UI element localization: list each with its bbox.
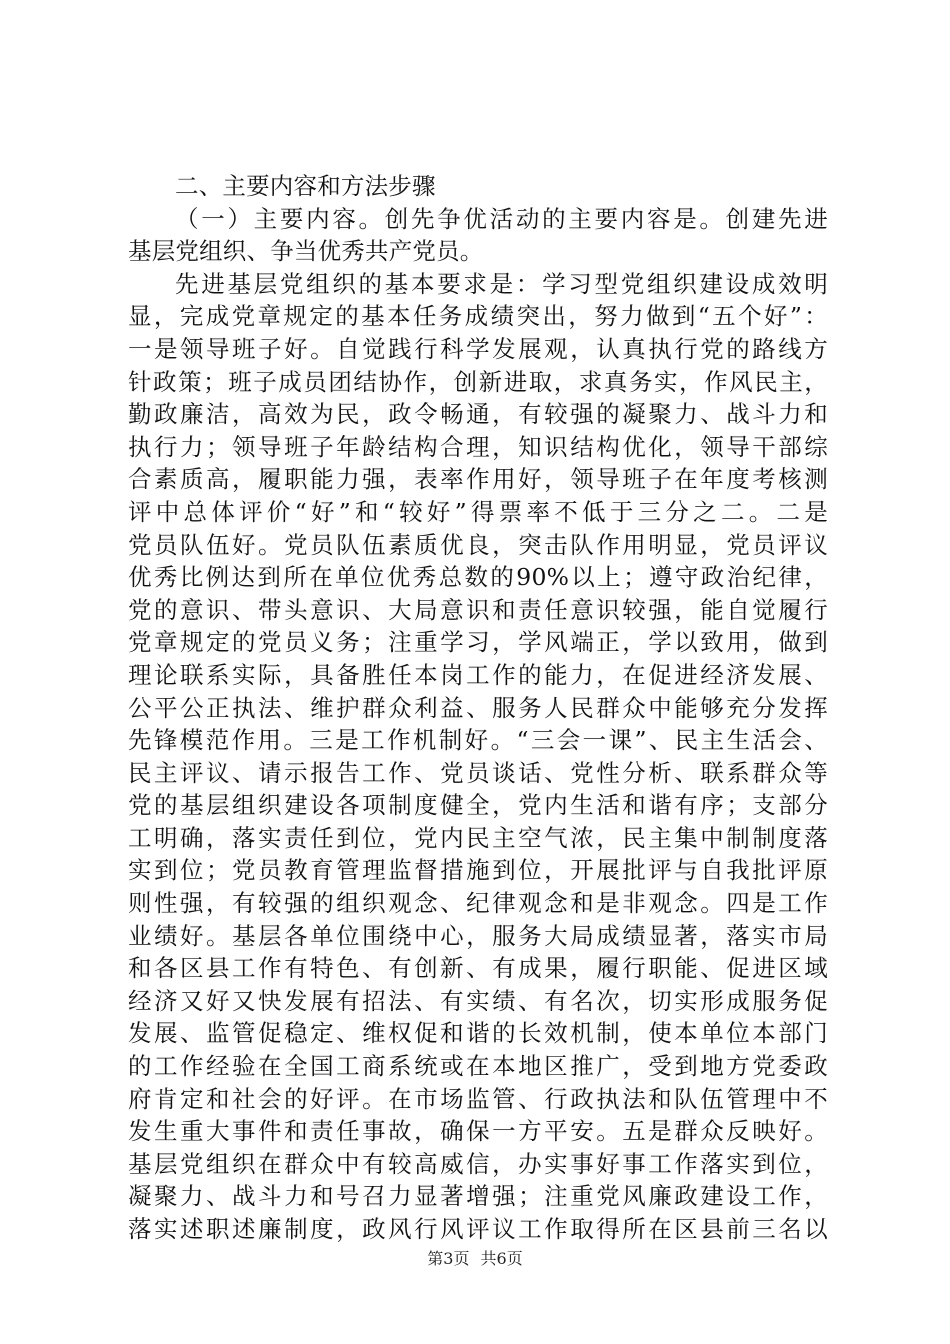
paragraph-line: 公平公正执法、维护群众利益、服务人民群众中能够充分发挥 [128, 693, 828, 722]
paragraph-line: 党的基层组织建设各项制度健全，党内生活和谐有序；支部分 [128, 791, 828, 820]
section-heading: 二、主要内容和方法步骤 [175, 172, 436, 200]
page-number: 第3页 [427, 1249, 470, 1268]
paragraph-line: 执行力；领导班子年龄结构合理，知识结构优化，领导干部综 [128, 432, 828, 461]
paragraph-line: 府肯定和社会的好评。在市场监管、行政执法和队伍管理中不 [128, 1084, 828, 1113]
paragraph-line: 勤政廉洁，高效为民，政令畅通，有较强的凝聚力、战斗力和 [128, 400, 828, 429]
paragraph-line: 党的意识、带头意识、大局意识和责任意识较强，能自觉履行 [128, 595, 828, 624]
paragraph-line: 先进基层党组织的基本要求是：学习型党组织建设成效明 [175, 269, 828, 298]
paragraph-line: 理论联系实际，具备胜任本岗工作的能力，在促进经济发展、 [128, 660, 828, 689]
paragraph-line: 工明确，落实责任到位，党内民主空气浓，民主集中制制度落 [128, 823, 828, 852]
paragraph-line: 的工作经验在全国工商系统或在本地区推广，受到地方党委政 [128, 1052, 828, 1081]
paragraph-line: 合素质高，履职能力强，表率作用好，领导班子在年度考核测 [128, 465, 828, 494]
paragraph-line: 凝聚力、战斗力和号召力显著增强；注重党风廉政建设工作， [128, 1182, 828, 1211]
paragraph-line: 先锋模范作用。三是工作机制好。“三会一课”、民主生活会、 [128, 726, 828, 755]
paragraph-line: 发展、监管促稳定、维权促和谐的长效机制，使本单位本部门 [128, 1019, 828, 1048]
paragraph-line: 则性强，有较强的组织观念、纪律观念和是非观念。四是工作 [128, 889, 828, 918]
paragraph-line: 党章规定的党员义务；注重学习，学风端正，学以致用，做到 [128, 628, 828, 657]
paragraph-line: 基层党组织、争当优秀共产党员。 [128, 237, 484, 266]
page-footer [0, 1246, 950, 1269]
paragraph-line: 业绩好。基层各单位围绕中心，服务大局成绩显著，落实市局 [128, 921, 828, 950]
paragraph-line: 针政策；班子成员团结协作，创新进取，求真务实，作风民主， [128, 367, 828, 396]
paragraph-line: 民主评议、请示报告工作、党员谈话、党性分析、联系群众等 [128, 758, 828, 787]
page-total: 共6页 [480, 1249, 523, 1268]
paragraph-line: 一是领导班子好。自觉践行科学发展观，认真执行党的路线方 [128, 334, 828, 363]
paragraph-line: 落实述职述廉制度，政风行风评议工作取得所在区县前三名以 [128, 1215, 828, 1243]
paragraph-line: （一）主要内容。创先争优活动的主要内容是。创建先进 [175, 204, 828, 233]
paragraph-line: 基层党组织在群众中有较高威信，办实事好事工作落实到位， [128, 1149, 828, 1178]
paragraph-line: 显，完成党章规定的基本任务成绩突出，努力做到“五个好”： [128, 302, 828, 331]
paragraph-line: 经济又好又快发展有招法、有实绩、有名次，切实形成服务促 [128, 986, 828, 1015]
paragraph-line: 实到位；党员教育管理监督措施到位，开展批评与自我批评原 [128, 856, 828, 885]
paragraph-line: 评中总体评价“好”和“较好”得票率不低于三分之二。二是 [128, 497, 828, 526]
paragraph-line: 党员队伍好。党员队伍素质优良，突击队作用明显，党员评议 [128, 530, 828, 559]
paragraph-line: 和各区县工作有特色、有创新、有成果，履行职能、促进区域 [128, 954, 828, 983]
document-body [128, 170, 828, 1246]
paragraph-line: 发生重大事件和责任事故，确保一方平安。五是群众反映好。 [128, 1117, 828, 1146]
paragraph-line: 优秀比例达到所在单位优秀总数的90%以上；遵守政治纪律， [128, 563, 828, 592]
